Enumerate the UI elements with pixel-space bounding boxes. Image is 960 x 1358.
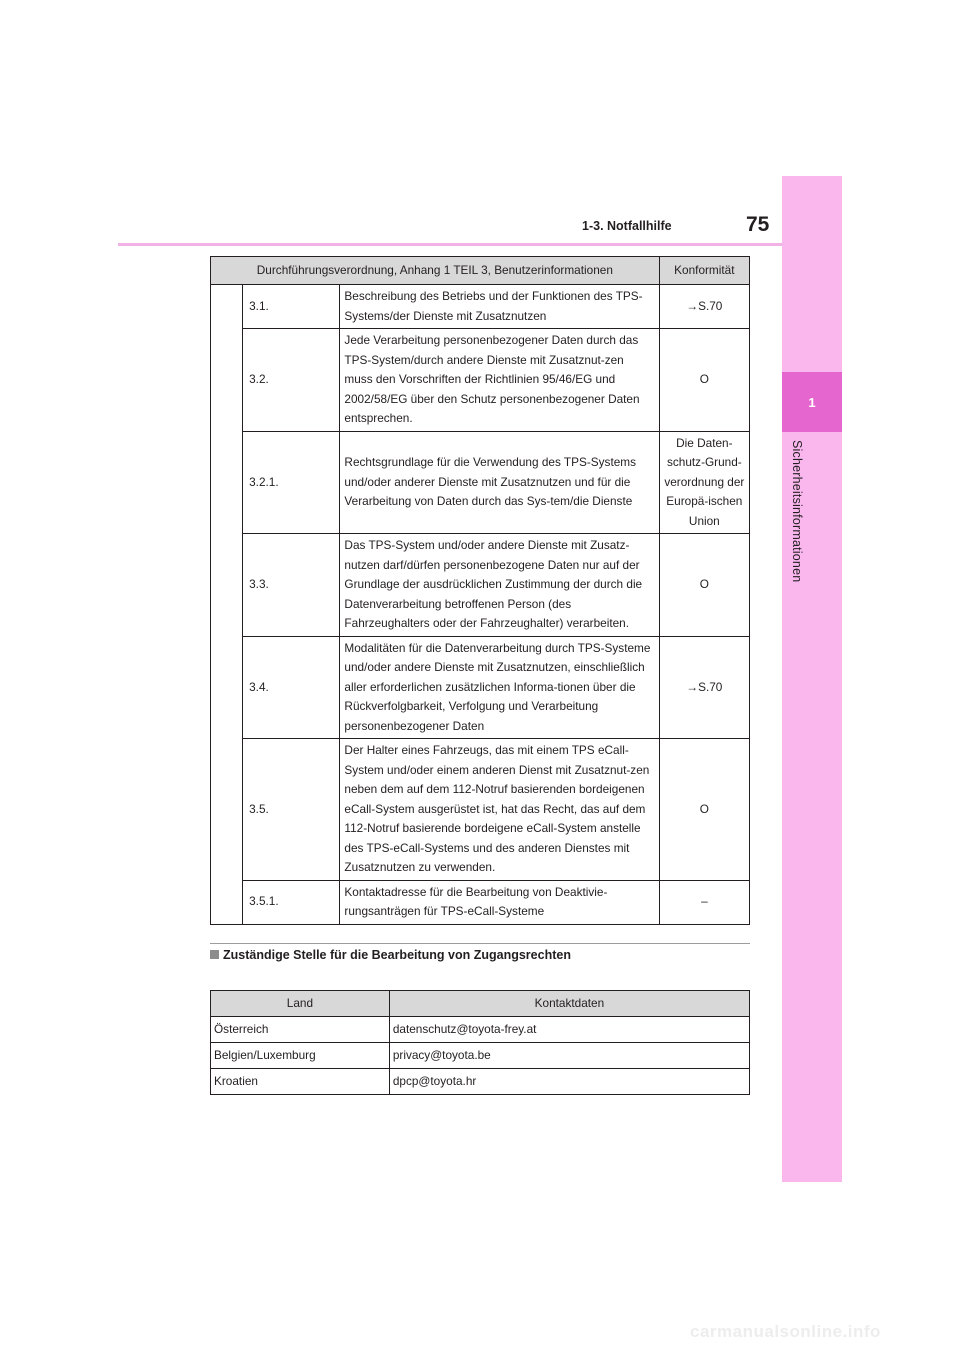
row-description: Beschreibung des Betriebs und der Funktionen des TPS-Systems/der Dienste mit Zusatznutzen: [340, 285, 659, 329]
row-description: Kontaktadresse für die Bearbeitung von Deaktivie-rungsanträgen für TPS-eCall-Systeme: [340, 880, 659, 924]
row-conformity: O: [659, 739, 749, 881]
row-conformity: O: [659, 534, 749, 637]
contact-cell: privacy@toyota.be: [389, 1043, 749, 1069]
side-tab-strip: [782, 176, 842, 1182]
table-row: [211, 431, 750, 534]
row-number: 3.3.: [243, 534, 340, 637]
section-divider: [210, 943, 750, 944]
country-cell: Kroatien: [211, 1069, 390, 1095]
table-header-row: [211, 991, 750, 1017]
header-regulation: Durchführungsverordnung, Anhang 1 TEIL 3, Benutzerinformationen: [211, 257, 660, 285]
row-description: Das TPS-System und/oder andere Dienste mit Zusatz-nutzen darf/dürfen personenbezogene Daten nur auf der Grundlage der ausdrücklichen Zustimmung der durch die Datenverarbeitung betroffenen Person (des Fahrzeughalters oder der Fahrzeughalter) verarbeiten.: [340, 534, 659, 637]
row-conformity: O: [659, 329, 749, 432]
row-number: 3.2.: [243, 329, 340, 432]
row-conformity: Die Daten-schutz-Grund-verordnung der Europä-ischen Union: [659, 431, 749, 534]
row-conformity: →S.70: [659, 285, 749, 329]
square-bullet-icon: [210, 950, 219, 959]
row-description: Rechtsgrundlage für die Verwendung des TPS-Systems und/oder anderer Dienste mit Zusatznutzen und für die Verarbeitung von Daten durch das Sys-tem/die Dienste: [340, 431, 659, 534]
blank-cell: [211, 285, 243, 925]
section-heading-text: Zuständige Stelle für die Bearbeitung von Zugangsrechten: [223, 948, 571, 962]
row-description: Modalitäten für die Datenverarbeitung durch TPS-Systeme und/oder andere Dienste mit Zusatznutzen, einschließlich aller erforderlichen zusätzlichen Informa-tionen über die Rückverfolgbarkeit, Verfolgung und Verarbeitung personenbezogener Daten: [340, 636, 659, 739]
row-conformity: –: [659, 880, 749, 924]
table-row: [211, 329, 750, 432]
table-row: [211, 1043, 750, 1069]
conformity-table: [210, 256, 750, 925]
country-cell: Belgien/Luxemburg: [211, 1043, 390, 1069]
row-number: 3.5.1.: [243, 880, 340, 924]
page-number: 75: [746, 213, 770, 236]
header-land: Land: [211, 991, 390, 1017]
table-row: [211, 1017, 750, 1043]
header-section-title: 1-3. Notfallhilfe: [582, 219, 672, 233]
contact-cell: datenschutz@toyota-frey.at: [389, 1017, 749, 1043]
watermark: carmanualsonline.info: [690, 1322, 881, 1341]
table-header-row: [211, 257, 750, 285]
table-row: [211, 636, 750, 739]
header-rule: [118, 243, 782, 246]
side-chapter-title: Sicherheitsinformationen: [790, 440, 804, 583]
contact-table: [210, 990, 750, 1095]
table-row: [211, 880, 750, 924]
country-cell: Österreich: [211, 1017, 390, 1043]
table-row: [211, 534, 750, 637]
row-number: 3.2.1.: [243, 431, 340, 534]
section-heading: [210, 948, 571, 962]
row-conformity: →S.70: [659, 636, 749, 739]
side-chapter-number: 1: [782, 372, 842, 432]
table-row: [211, 1069, 750, 1095]
row-number: 3.5.: [243, 739, 340, 881]
header-conformity: Konformität: [659, 257, 749, 285]
row-description: Der Halter eines Fahrzeugs, das mit einem TPS eCall-System und/oder einem anderen Dienst mit Zusatznut-zen neben dem auf dem 112-Notruf basierenden bordeigenen eCall-System ausgerüstet ist, hat das Recht, das auf dem 112-Notruf basierende bordeigene eCall-System anstelle des TPS-eCall-Systems und des anderen Dienstes mit Zusatznutzen zu verwenden.: [340, 739, 659, 881]
table-row: [211, 285, 750, 329]
header-contact: Kontaktdaten: [389, 991, 749, 1017]
row-description: Jede Verarbeitung personenbezogener Daten durch das TPS-System/durch andere Dienste mit Zusatznut-zen muss den Vorschriften der Richtlinien 95/46/EG und 2002/58/EG über den Schutz personenbezogener Daten entsprechen.: [340, 329, 659, 432]
table-row: [211, 739, 750, 881]
contact-cell: dpcp@toyota.hr: [389, 1069, 749, 1095]
row-number: 3.4.: [243, 636, 340, 739]
row-number: 3.1.: [243, 285, 340, 329]
